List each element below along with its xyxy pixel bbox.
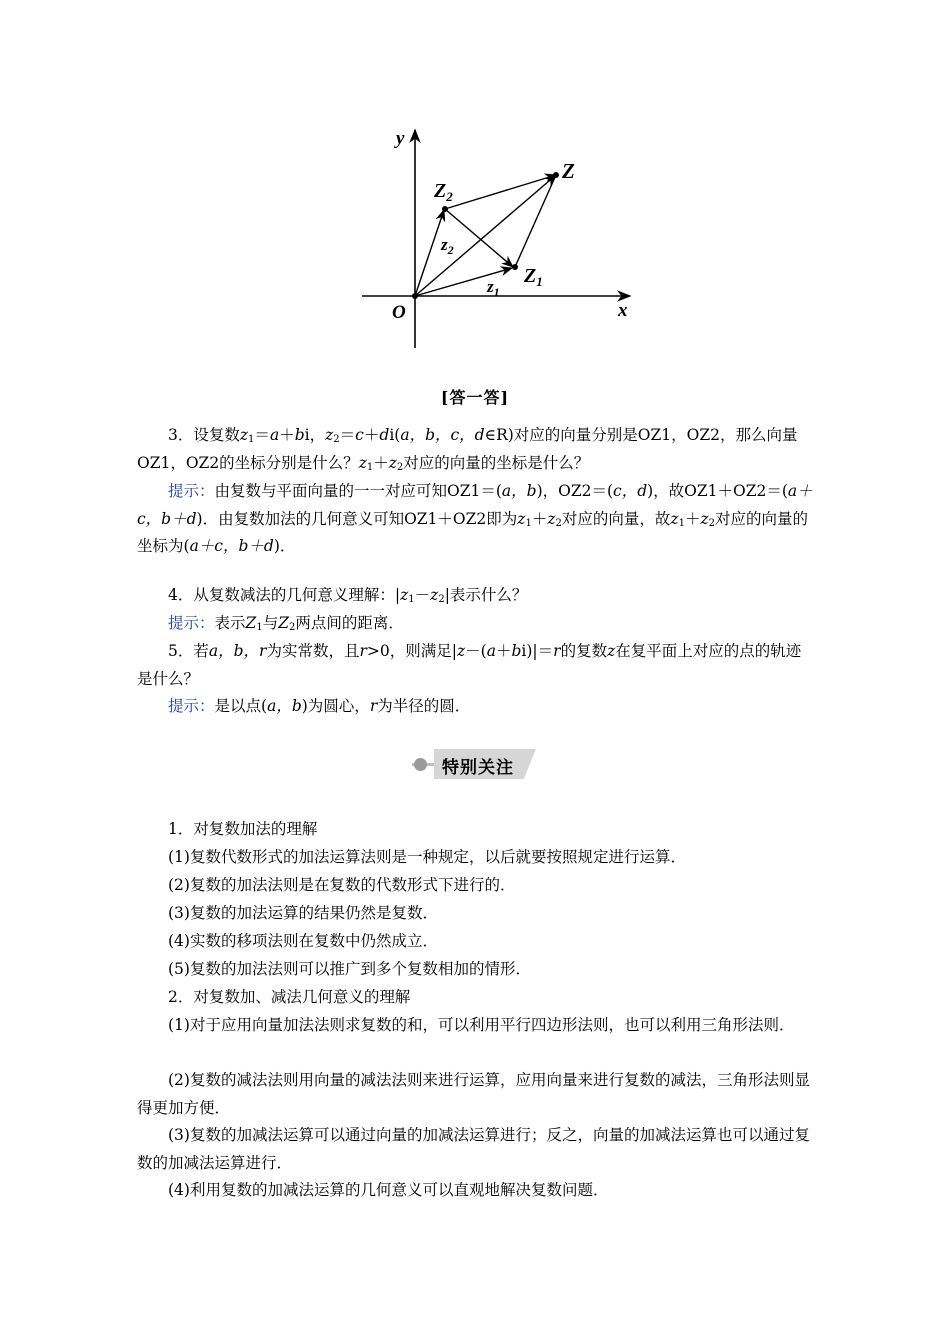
section-heading: [答一答] (440, 388, 510, 407)
point-z-label: Z (562, 159, 575, 183)
vector-z1z (515, 175, 556, 267)
point-z2 (442, 206, 448, 212)
note-item: (2)复数的加法法则是在复数的代数形式下进行的． (168, 876, 516, 894)
vec-z2-label: $z_2$ (441, 235, 454, 257)
vector-z2z1 (445, 209, 513, 267)
note-item: 2．对复数加、减法几何意义的理解 (168, 988, 411, 1006)
vector-diagram (350, 120, 650, 355)
hint-label: 提示： (168, 482, 215, 500)
axis-y-label: y (396, 128, 405, 149)
note-item: (4)实数的移项法则在复数中仍然成立． (168, 932, 438, 950)
point-z1 (512, 264, 518, 270)
complex-plane-figure (350, 120, 650, 355)
point-z1-label: $Z_1$ (524, 265, 543, 289)
note-item: 1．对复数加法的理解 (168, 820, 318, 838)
note-item: (4)利用复数的加减法运算的几何意义可以直观地解决复数问题． (168, 1181, 609, 1199)
note-item: (2)复数的减法法则用向量的减法法则来进行运算，应用向量来进行复数的减法，三角形法则显得更加方便． (137, 1071, 810, 1117)
question-5: 5．若a，b，r为实常数，且r>0，则满足|z－(a＋bi)|＝r的复数z在复平面上对应的点的轨迹是什么？ (137, 642, 802, 688)
note-item: (5)复数的加法法则可以推广到多个复数相加的情形． (168, 960, 531, 978)
note-item: (1)对于应用向量加法法则求复数的和，可以利用平行四边形法则，也可以利用三角形法则． (168, 1016, 795, 1034)
point-z2-label: $Z_2$ (434, 180, 453, 204)
origin-label: O (392, 302, 406, 323)
axis-x-label: x (618, 300, 628, 321)
banner-dot-icon (414, 758, 427, 771)
hint-5: 提示：是以点(a，b)为圆心，r为半径的圆． (168, 697, 471, 715)
note-item: (3)复数的加法运算的结果仍然是复数． (168, 904, 438, 922)
hint-label: 提示： (168, 614, 215, 632)
vector-z2z (445, 175, 556, 209)
hint-label: 提示： (168, 697, 215, 715)
point-z (553, 172, 559, 178)
hint-4: 提示：表示$Z_1$与$Z_2$两点间的距离． (168, 614, 404, 633)
question-3: 3．设复数$z_1=a+bi$，$z_2=c+di(a$，b，c，d∈R)对应的向量分别是OZ1，OZ2，那么向量OZ1，OZ2的坐标分别是什么？$z_1+z_2$对应的向量的坐标是什么？ (137, 426, 798, 473)
special-attention-banner (412, 749, 536, 781)
note-item: (3)复数的加减法运算可以通过向量的加减法运算进行；反之，向量的加减法运算也可以通过复数的加减法运算进行． (137, 1126, 810, 1172)
question-4: 4．从复数减法的几何意义理解：$|z_1-z_2|$表示什么？ (168, 586, 528, 605)
note-item: (1)复数代数形式的加法运算法则是一种规定，以后就要按照规定进行运算． (168, 848, 686, 866)
vec-z1-label: $z_1$ (487, 277, 500, 299)
banner-title: 特别关注 (442, 758, 514, 778)
point-o (412, 293, 418, 299)
hint-3: 提示：由复数与平面向量的一一对应可知OZ1＝(a，b)，OZ2＝(c，d)，故OZ1＋OZ2＝(a＋c，b＋d)．由复数加法的几何意义可知OZ1＋OZ2即为$z_1+z_2$对应的向量，故$z_1+z_2$对应的向量的坐标为(a＋c，b＋d)． (137, 482, 813, 555)
